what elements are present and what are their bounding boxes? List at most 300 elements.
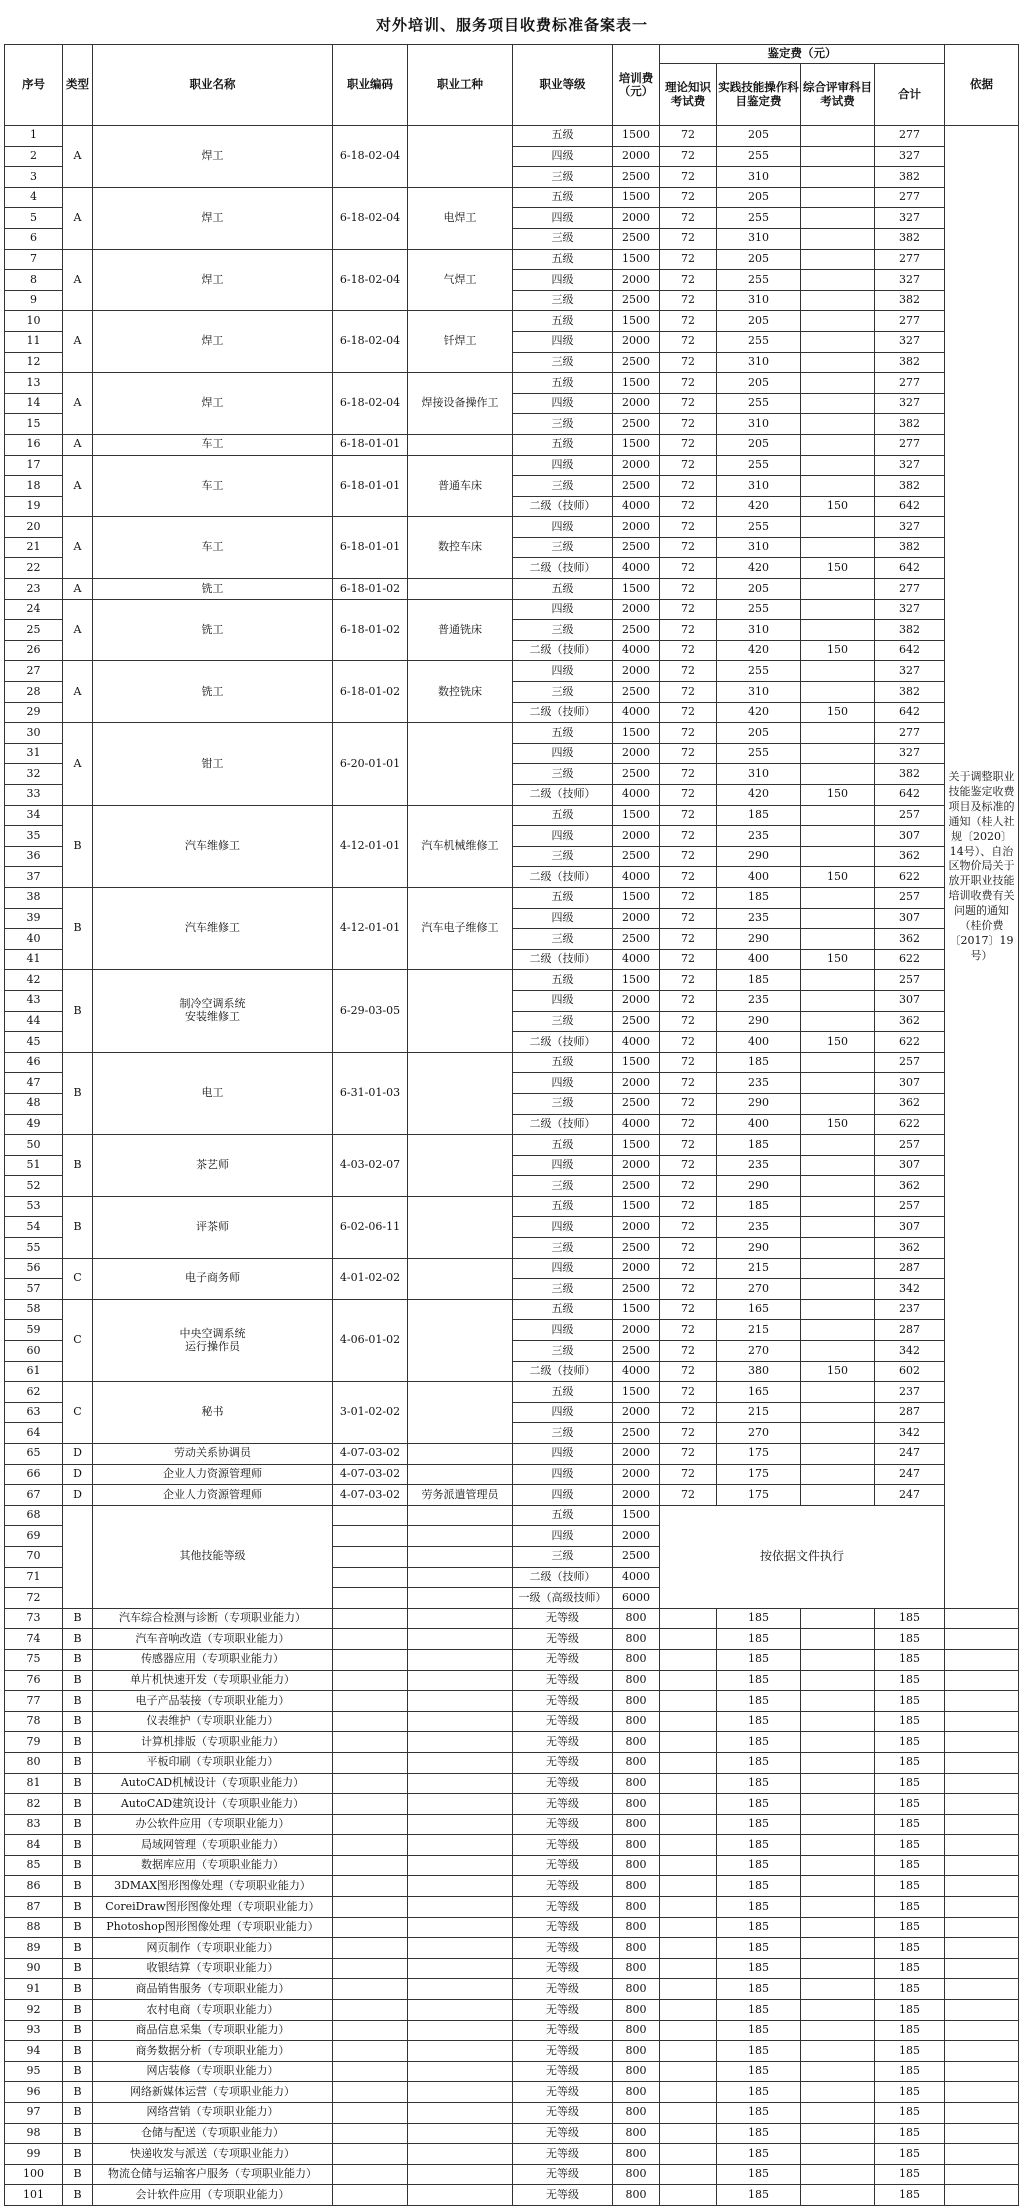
table-row [5, 1505, 1019, 1526]
total-cell: 622 [875, 1032, 945, 1053]
practice-fee-cell: 255 [717, 331, 801, 352]
practice-fee-cell: 420 [717, 785, 801, 806]
seq-cell: 18 [5, 476, 63, 497]
occupation-name-cell: 商品信息采集（专项职业能力） [93, 2020, 333, 2041]
header-occupation-code: 职业编码 [333, 45, 408, 126]
theory-fee-cell [660, 1979, 717, 2000]
practice-fee-cell: 205 [717, 126, 801, 147]
review-fee-cell [801, 1835, 875, 1856]
theory-fee-cell: 72 [660, 599, 717, 620]
total-cell: 362 [875, 1238, 945, 1259]
table-row [5, 455, 1019, 476]
total-cell: 185 [875, 1835, 945, 1856]
category-cell: A [63, 311, 93, 373]
total-cell: 307 [875, 990, 945, 1011]
total-cell: 342 [875, 1279, 945, 1300]
occupation-name-cell: 办公软件应用（专项职业能力） [93, 1814, 333, 1835]
training-fee-cell: 2000 [613, 743, 660, 764]
table-row [5, 434, 1019, 455]
table-row [5, 1464, 1019, 1485]
review-fee-cell: 150 [801, 867, 875, 888]
practice-fee-cell: 400 [717, 1032, 801, 1053]
occupation-code-cell [333, 1526, 408, 1547]
review-fee-cell [801, 414, 875, 435]
seq-cell: 54 [5, 1217, 63, 1238]
occupation-name-cell: 3DMAX图形图像处理（专项职业能力） [93, 1876, 333, 1897]
category-cell: B [63, 2061, 93, 2082]
occupation-code-cell [333, 2185, 408, 2206]
total-cell: 382 [875, 537, 945, 558]
training-fee-cell: 800 [613, 1711, 660, 1732]
review-fee-cell [801, 1897, 875, 1918]
theory-fee-cell [660, 1670, 717, 1691]
total-cell: 185 [875, 1897, 945, 1918]
seq-cell: 42 [5, 970, 63, 991]
work-type-cell [408, 1649, 513, 1670]
review-fee-cell [801, 682, 875, 703]
header-work-type: 职业工种 [408, 45, 513, 126]
category-cell: B [63, 1629, 93, 1650]
total-cell: 287 [875, 1402, 945, 1423]
seq-cell: 39 [5, 908, 63, 929]
review-fee-cell [801, 1691, 875, 1712]
review-fee-cell [801, 2123, 875, 2144]
practice-fee-cell: 400 [717, 867, 801, 888]
training-fee-cell: 800 [613, 1649, 660, 1670]
training-fee-cell: 2000 [613, 1217, 660, 1238]
training-fee-cell: 2500 [613, 620, 660, 641]
theory-fee-cell: 72 [660, 702, 717, 723]
seq-cell: 5 [5, 208, 63, 229]
occupation-code-cell [333, 1855, 408, 1876]
occupation-name-cell: CoreiDraw图形图像处理（专项职业能力） [93, 1897, 333, 1918]
seq-cell: 99 [5, 2144, 63, 2165]
occupation-name-cell: 制冷空调系统 安装维修工 [93, 970, 333, 1052]
basis-cell [945, 2020, 1019, 2041]
seq-cell: 98 [5, 2123, 63, 2144]
category-cell: B [63, 2000, 93, 2021]
practice-fee-cell: 185 [717, 1135, 801, 1156]
basis-cell [945, 1629, 1019, 1650]
seq-cell: 51 [5, 1155, 63, 1176]
level-cell: 二级（技师） [513, 496, 613, 517]
total-cell: 642 [875, 785, 945, 806]
seq-cell: 95 [5, 2061, 63, 2082]
practice-fee-cell: 420 [717, 702, 801, 723]
level-cell: 三级 [513, 414, 613, 435]
level-cell: 四级 [513, 1464, 613, 1485]
training-fee-cell: 800 [613, 1917, 660, 1938]
practice-fee-cell: 185 [717, 1979, 801, 2000]
training-fee-cell: 2000 [613, 1402, 660, 1423]
level-cell: 二级（技师） [513, 785, 613, 806]
table-row [5, 1979, 1019, 2000]
training-fee-cell: 1500 [613, 434, 660, 455]
total-cell: 622 [875, 867, 945, 888]
seq-cell: 34 [5, 805, 63, 826]
review-fee-cell [801, 1444, 875, 1465]
total-cell: 237 [875, 1382, 945, 1403]
basis-cell [945, 1670, 1019, 1691]
seq-cell: 44 [5, 1011, 63, 1032]
level-cell: 四级 [513, 1444, 613, 1465]
practice-fee-cell: 165 [717, 1299, 801, 1320]
theory-fee-cell: 72 [660, 476, 717, 497]
work-type-cell [408, 2123, 513, 2144]
level-cell: 三级 [513, 929, 613, 950]
level-cell: 五级 [513, 723, 613, 744]
seq-cell: 61 [5, 1361, 63, 1382]
table-row [5, 1835, 1019, 1856]
occupation-code-cell [333, 1752, 408, 1773]
training-fee-cell: 2000 [613, 146, 660, 167]
occupation-name-cell: 车工 [93, 455, 333, 517]
level-cell: 三级 [513, 352, 613, 373]
level-cell: 无等级 [513, 1711, 613, 1732]
practice-fee-cell: 215 [717, 1402, 801, 1423]
category-cell: D [63, 1444, 93, 1465]
training-fee-cell: 2000 [613, 1155, 660, 1176]
review-fee-cell [801, 1052, 875, 1073]
level-cell: 四级 [513, 1402, 613, 1423]
fee-table [4, 44, 1019, 2206]
seq-cell: 17 [5, 455, 63, 476]
review-fee-cell [801, 1196, 875, 1217]
seq-cell: 10 [5, 311, 63, 332]
occupation-code-cell: 4-12-01-01 [333, 805, 408, 887]
total-cell: 342 [875, 1341, 945, 1362]
occupation-name-cell: 电子产品装接（专项职业能力） [93, 1691, 333, 1712]
level-cell: 四级 [513, 270, 613, 291]
training-fee-cell: 2500 [613, 476, 660, 497]
level-cell: 无等级 [513, 1938, 613, 1959]
basis-cell [945, 1794, 1019, 1815]
total-cell: 642 [875, 496, 945, 517]
total-cell: 247 [875, 1485, 945, 1506]
level-cell: 无等级 [513, 1897, 613, 1918]
practice-fee-cell: 205 [717, 373, 801, 394]
appraisal-note-cell: 按依据文件执行 [660, 1505, 945, 1608]
practice-fee-cell: 215 [717, 1320, 801, 1341]
training-fee-cell: 2500 [613, 352, 660, 373]
review-fee-cell [801, 146, 875, 167]
theory-fee-cell [660, 1794, 717, 1815]
seq-cell: 14 [5, 393, 63, 414]
review-fee-cell [801, 805, 875, 826]
level-cell: 五级 [513, 970, 613, 991]
level-cell: 四级 [513, 208, 613, 229]
category-cell: A [63, 661, 93, 723]
occupation-name-cell: 铣工 [93, 599, 333, 661]
practice-fee-cell: 185 [717, 1752, 801, 1773]
total-cell: 382 [875, 476, 945, 497]
training-fee-cell: 800 [613, 2185, 660, 2206]
occupation-code-cell [333, 1711, 408, 1732]
training-fee-cell: 2500 [613, 682, 660, 703]
training-fee-cell: 2500 [613, 1011, 660, 1032]
occupation-code-cell: 6-02-06-11 [333, 1196, 408, 1258]
category-cell: C [63, 1382, 93, 1444]
total-cell: 327 [875, 455, 945, 476]
seq-cell: 28 [5, 682, 63, 703]
review-fee-cell [801, 2020, 875, 2041]
work-type-cell: 焊接设备操作工 [408, 373, 513, 435]
seq-cell: 91 [5, 1979, 63, 2000]
review-fee-cell [801, 1176, 875, 1197]
category-cell: B [63, 1196, 93, 1258]
training-fee-cell: 2000 [613, 1073, 660, 1094]
practice-fee-cell: 185 [717, 1876, 801, 1897]
total-cell: 277 [875, 311, 945, 332]
theory-fee-cell: 72 [660, 1382, 717, 1403]
total-cell: 185 [875, 2082, 945, 2103]
total-cell: 185 [875, 1752, 945, 1773]
table-row [5, 1752, 1019, 1773]
work-type-cell [408, 1732, 513, 1753]
practice-fee-cell: 290 [717, 1238, 801, 1259]
theory-fee-cell: 72 [660, 373, 717, 394]
total-cell: 257 [875, 1196, 945, 1217]
review-fee-cell [801, 331, 875, 352]
occupation-name-cell: 数据库应用（专项职业能力） [93, 1855, 333, 1876]
review-fee-cell [801, 579, 875, 600]
table-row [5, 1938, 1019, 1959]
level-cell: 五级 [513, 805, 613, 826]
category-cell: B [63, 1938, 93, 1959]
occupation-name-cell: 农村电商（专项职业能力） [93, 2000, 333, 2021]
review-fee-cell [801, 1794, 875, 1815]
work-type-cell [408, 1196, 513, 1258]
total-cell: 247 [875, 1464, 945, 1485]
level-cell: 无等级 [513, 1979, 613, 2000]
theory-fee-cell: 72 [660, 1217, 717, 1238]
training-fee-cell: 4000 [613, 867, 660, 888]
occupation-code-cell [333, 2061, 408, 2082]
occupation-code-cell: 4-12-01-01 [333, 887, 408, 969]
work-type-cell [408, 1299, 513, 1381]
basis-cell [945, 2103, 1019, 2124]
review-fee-cell [801, 929, 875, 950]
category-cell: D [63, 1485, 93, 1506]
theory-fee-cell: 72 [660, 867, 717, 888]
seq-cell: 11 [5, 331, 63, 352]
table-row [5, 311, 1019, 332]
total-cell: 382 [875, 228, 945, 249]
review-fee-cell [801, 846, 875, 867]
seq-cell: 7 [5, 249, 63, 270]
seq-cell: 22 [5, 558, 63, 579]
occupation-name-cell: 仓储与配送（专项职业能力） [93, 2123, 333, 2144]
theory-fee-cell: 72 [660, 1423, 717, 1444]
level-cell: 四级 [513, 1155, 613, 1176]
table-row [5, 970, 1019, 991]
practice-fee-cell: 185 [717, 1649, 801, 1670]
occupation-code-cell: 3-01-02-02 [333, 1382, 408, 1444]
theory-fee-cell: 72 [660, 496, 717, 517]
category-cell: B [63, 2082, 93, 2103]
table-row [5, 1814, 1019, 1835]
practice-fee-cell: 185 [717, 1629, 801, 1650]
training-fee-cell: 2500 [613, 764, 660, 785]
table-row [5, 2185, 1019, 2206]
occupation-code-cell [333, 2082, 408, 2103]
category-cell: B [63, 1979, 93, 2000]
theory-fee-cell: 72 [660, 455, 717, 476]
seq-cell: 68 [5, 1505, 63, 1526]
review-fee-cell [801, 167, 875, 188]
theory-fee-cell [660, 1711, 717, 1732]
work-type-cell [408, 1711, 513, 1732]
category-cell: A [63, 723, 93, 805]
level-cell: 三级 [513, 476, 613, 497]
seq-cell: 80 [5, 1752, 63, 1773]
seq-cell: 38 [5, 887, 63, 908]
practice-fee-cell: 185 [717, 2061, 801, 2082]
occupation-code-cell: 6-18-02-04 [333, 249, 408, 311]
occupation-name-cell: 企业人力资源管理师 [93, 1464, 333, 1485]
occupation-code-cell [333, 2041, 408, 2062]
training-fee-cell: 2000 [613, 393, 660, 414]
work-type-cell [408, 1979, 513, 2000]
seq-cell: 55 [5, 1238, 63, 1259]
seq-cell: 92 [5, 2000, 63, 2021]
training-fee-cell: 800 [613, 1691, 660, 1712]
practice-fee-cell: 205 [717, 249, 801, 270]
table-row [5, 1876, 1019, 1897]
practice-fee-cell: 185 [717, 2144, 801, 2165]
total-cell: 362 [875, 846, 945, 867]
category-cell: B [63, 887, 93, 969]
training-fee-cell: 2000 [613, 1444, 660, 1465]
occupation-code-cell [333, 1958, 408, 1979]
review-fee-cell: 150 [801, 558, 875, 579]
theory-fee-cell: 72 [660, 1464, 717, 1485]
total-cell: 257 [875, 805, 945, 826]
review-fee-cell [801, 1011, 875, 1032]
review-fee-cell [801, 826, 875, 847]
review-fee-cell [801, 1629, 875, 1650]
level-cell: 三级 [513, 1176, 613, 1197]
seq-cell: 21 [5, 537, 63, 558]
table-row [5, 1855, 1019, 1876]
theory-fee-cell [660, 1917, 717, 1938]
theory-fee-cell: 72 [660, 1279, 717, 1300]
occupation-name-cell: 物流仓储与运输客户服务（专项职业能力） [93, 2164, 333, 2185]
seq-cell: 13 [5, 373, 63, 394]
theory-fee-cell: 72 [660, 908, 717, 929]
category-cell: A [63, 434, 93, 455]
seq-cell: 49 [5, 1114, 63, 1135]
seq-cell: 83 [5, 1814, 63, 1835]
level-cell: 四级 [513, 1320, 613, 1341]
practice-fee-cell: 205 [717, 434, 801, 455]
seq-cell: 81 [5, 1773, 63, 1794]
theory-fee-cell [660, 2103, 717, 2124]
review-fee-cell [801, 249, 875, 270]
seq-cell: 24 [5, 599, 63, 620]
practice-fee-cell: 185 [717, 2041, 801, 2062]
training-fee-cell: 1500 [613, 723, 660, 744]
practice-fee-cell: 185 [717, 2000, 801, 2021]
work-type-cell [408, 1897, 513, 1918]
total-cell: 287 [875, 1320, 945, 1341]
seq-cell: 4 [5, 187, 63, 208]
practice-fee-cell: 185 [717, 1732, 801, 1753]
level-cell: 四级 [513, 517, 613, 538]
total-cell: 185 [875, 2164, 945, 2185]
table-row [5, 373, 1019, 394]
total-cell: 185 [875, 1691, 945, 1712]
occupation-code-cell: 4-06-01-02 [333, 1299, 408, 1381]
review-fee-cell [801, 1238, 875, 1259]
total-cell: 327 [875, 331, 945, 352]
training-fee-cell: 2500 [613, 1341, 660, 1362]
level-cell: 四级 [513, 1526, 613, 1547]
training-fee-cell: 2500 [613, 1176, 660, 1197]
training-fee-cell: 2000 [613, 455, 660, 476]
training-fee-cell: 2000 [613, 1258, 660, 1279]
review-fee-cell [801, 1320, 875, 1341]
practice-fee-cell: 400 [717, 1114, 801, 1135]
theory-fee-cell: 72 [660, 537, 717, 558]
category-cell: A [63, 517, 93, 579]
occupation-code-cell: 4-01-02-02 [333, 1258, 408, 1299]
total-cell: 382 [875, 352, 945, 373]
training-fee-cell: 2500 [613, 1093, 660, 1114]
category-cell: B [63, 1773, 93, 1794]
training-fee-cell: 4000 [613, 640, 660, 661]
theory-fee-cell: 72 [660, 1196, 717, 1217]
theory-fee-cell: 72 [660, 290, 717, 311]
training-fee-cell: 800 [613, 1897, 660, 1918]
seq-cell: 85 [5, 1855, 63, 1876]
work-type-cell [408, 579, 513, 600]
training-fee-cell: 800 [613, 1752, 660, 1773]
training-fee-cell: 2500 [613, 846, 660, 867]
total-cell: 382 [875, 290, 945, 311]
review-fee-cell [801, 434, 875, 455]
practice-fee-cell: 420 [717, 640, 801, 661]
review-fee-cell [801, 2041, 875, 2062]
occupation-code-cell: 4-07-03-02 [333, 1464, 408, 1485]
table-row [5, 1485, 1019, 1506]
level-cell: 无等级 [513, 2185, 613, 2206]
review-fee-cell [801, 1299, 875, 1320]
practice-fee-cell: 185 [717, 1835, 801, 1856]
practice-fee-cell: 185 [717, 2185, 801, 2206]
category-cell: B [63, 1835, 93, 1856]
total-cell: 307 [875, 1073, 945, 1094]
table-row [5, 579, 1019, 600]
theory-fee-cell [660, 2061, 717, 2082]
seq-cell: 56 [5, 1258, 63, 1279]
seq-cell: 35 [5, 826, 63, 847]
occupation-name-cell: 其他技能等级 [93, 1505, 333, 1608]
occupation-code-cell [333, 2020, 408, 2041]
seq-cell: 90 [5, 1958, 63, 1979]
review-fee-cell [801, 373, 875, 394]
total-cell: 257 [875, 1135, 945, 1156]
seq-cell: 46 [5, 1052, 63, 1073]
table-row [5, 2164, 1019, 2185]
occupation-name-cell: 钳工 [93, 723, 333, 805]
seq-cell: 60 [5, 1341, 63, 1362]
review-fee-cell [801, 1773, 875, 1794]
training-fee-cell: 1500 [613, 1382, 660, 1403]
occupation-name-cell: 会计软件应用（专项职业能力） [93, 2185, 333, 2206]
occupation-name-cell: 车工 [93, 517, 333, 579]
level-cell: 三级 [513, 1238, 613, 1259]
